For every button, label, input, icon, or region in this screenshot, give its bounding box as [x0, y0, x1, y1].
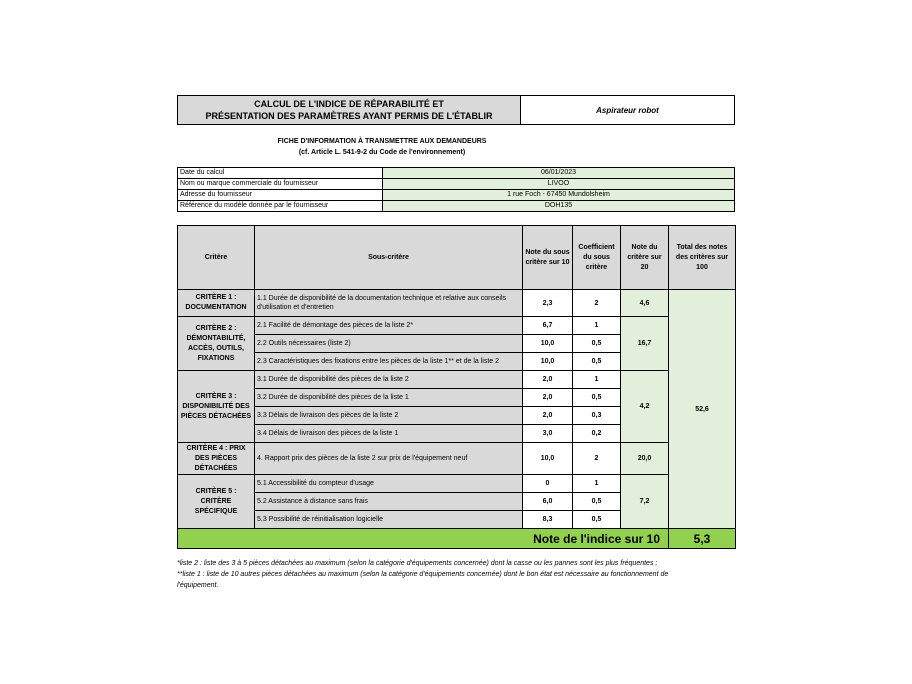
footnote-liste-1-cont: l'équipement.	[177, 582, 219, 589]
subcriterion-note: 0	[523, 475, 573, 493]
table-header-row	[178, 226, 736, 290]
subcriterion-coef: 1	[573, 371, 621, 389]
product-type: Aspirateur robot	[521, 95, 735, 125]
table-row	[178, 317, 736, 335]
subcriterion-coef: 0,5	[573, 493, 621, 511]
table-row	[178, 290, 736, 317]
info-label: Référence du modèle donnée par le fournisseur	[178, 201, 383, 212]
info-value: 06/01/2023	[383, 168, 735, 179]
criterion-1-name: CRITÈRE 1 : DOCUMENTATION	[178, 290, 255, 317]
subcriterion-coef: 1	[573, 317, 621, 335]
subcriterion-label: 5.1 Accessibilité du compteur d'usage	[255, 475, 523, 493]
subcriterion-coef: 2	[573, 443, 621, 475]
subcriterion-note: 6,0	[523, 493, 573, 511]
subcriterion-coef: 0,5	[573, 389, 621, 407]
title-line-1: CALCUL DE L'INDICE DE RÉPARABILITÉ ET	[254, 99, 444, 109]
subcriterion-coef: 0,5	[573, 335, 621, 353]
subcriterion-label: 3.3 Délais de livraison des pièces de la liste 2	[255, 407, 523, 425]
subcriterion-label: 1.1 Durée de disponibilité de la documentation technique et relative aux conseils d'utilisation et d'entretien	[255, 290, 523, 317]
supplier-info-table	[177, 167, 735, 212]
subcriterion-label: 2.3 Caractéristiques des fixations entre les pièces de la liste 1** et de la liste 2	[255, 353, 523, 371]
subcriterion-note: 2,0	[523, 407, 573, 425]
info-label: Nom ou marque commerciale du fournisseur	[178, 179, 383, 190]
criterion-2-score: 16,7	[621, 317, 669, 371]
subcriterion-label: 3.2 Durée de disponibilité des pièces de la liste 1	[255, 389, 523, 407]
subcriterion-label: 4. Rapport prix des pièces de la liste 2 sur prix de l'équipement neuf	[255, 443, 523, 475]
final-score-value: 5,3	[669, 529, 736, 549]
subcriterion-label: 3.4 Délais de livraison des pièces de la liste 1	[255, 425, 523, 443]
col-header-total: Total des notes des critères sur 100	[669, 226, 736, 290]
subcriterion-label: 3.1 Durée de disponibilité des pièces de la liste 2	[255, 371, 523, 389]
final-score-label: Note de l'indice sur 10	[178, 529, 669, 549]
fiche-line-2: (cf. Article L. 541-9-2 du Code de l'environnement)	[298, 149, 466, 156]
subcriterion-label: 5.2 Assistance à distance sans frais	[255, 493, 523, 511]
subcriterion-note: 8,3	[523, 511, 573, 529]
col-header-critere: Critère	[178, 226, 255, 290]
info-value: LIVOO	[383, 179, 735, 190]
criterion-4-name: CRITÈRE 4 : PRIX DES PIÈCES DÉTACHÉES	[178, 443, 255, 475]
criterion-5-score: 7,2	[621, 475, 669, 529]
subcriterion-label: 2.2 Outils nécessaires (liste 2)	[255, 335, 523, 353]
subcriterion-coef: 0,5	[573, 353, 621, 371]
info-row-brand	[178, 179, 735, 190]
table-row	[178, 475, 736, 493]
subcriterion-coef: 0,2	[573, 425, 621, 443]
subcriterion-note: 2,0	[523, 371, 573, 389]
info-value: 1 rue Foch - 67450 Mundolsheim	[383, 190, 735, 201]
subcriterion-coef: 1	[573, 475, 621, 493]
fiche-line-1: FICHE D'INFORMATION À TRANSMETTRE AUX DEMANDEURS	[277, 138, 487, 145]
info-row-address	[178, 190, 735, 201]
table-row	[178, 371, 736, 389]
criterion-3-score: 4,2	[621, 371, 669, 443]
criterion-5-name: CRITÈRE 5 : CRITÈRE SPÉCIFIQUE	[178, 475, 255, 529]
footnotes	[177, 558, 737, 591]
subcriterion-note: 2,0	[523, 389, 573, 407]
footnote-liste-2: *liste 2 : liste des 3 à 5 pièces détachées au maximum (selon la catégorie d'équipements concernée) dont la casse ou les pannes sont les plus fréquentes ;	[177, 560, 658, 567]
subcriterion-coef: 0,5	[573, 511, 621, 529]
subcriterion-label: 5.3 Possibilité de réinitialisation logicielle	[255, 511, 523, 529]
total-score: 52,6	[669, 290, 736, 529]
info-label: Date du calcul	[178, 168, 383, 179]
info-row-date	[178, 168, 735, 179]
info-label: Adresse du fournisseur	[178, 190, 383, 201]
document-title	[177, 95, 521, 125]
subcriterion-note: 3,0	[523, 425, 573, 443]
col-header-note-critere: Note du critère sur 20	[621, 226, 669, 290]
info-row-reference	[178, 201, 735, 212]
subcriterion-note: 10,0	[523, 335, 573, 353]
criterion-4-score: 20,0	[621, 443, 669, 475]
subcriterion-note: 6,7	[523, 317, 573, 335]
repairability-table	[177, 225, 736, 549]
subcriterion-note: 2,3	[523, 290, 573, 317]
criterion-2-name: CRITÈRE 2 : DÉMONTABILITÉ, ACCÈS, OUTILS, FIXATIONS	[178, 317, 255, 371]
subcriterion-note: 10,0	[523, 353, 573, 371]
subcriterion-note: 10,0	[523, 443, 573, 475]
col-header-note-sous: Note du sous critère sur 10	[523, 226, 573, 290]
footnote-liste-1: **liste 1 : liste de 10 autres pièces détachées au maximum (selon la catégorie d'équipements concernée) dont le bon état est nécessaire au fonctionnement de	[177, 571, 669, 578]
subcriterion-coef: 2	[573, 290, 621, 317]
criterion-3-name: CRITÈRE 3 : DISPONIBILITÉ DES PIÈCES DÉTACHÉES	[178, 371, 255, 443]
fiche-heading	[177, 136, 587, 158]
title-line-2: PRÉSENTATION DES PARAMÈTRES AYANT PERMIS DE L'ÉTABLIR	[205, 111, 493, 121]
col-header-sous-critere: Sous-critère	[255, 226, 523, 290]
col-header-coefficient: Coefficient du sous critère	[573, 226, 621, 290]
subcriterion-label: 2.1 Facilité de démontage des pièces de la liste 2*	[255, 317, 523, 335]
criterion-1-score: 4,6	[621, 290, 669, 317]
table-row	[178, 443, 736, 475]
subcriterion-coef: 0,3	[573, 407, 621, 425]
final-score-row	[178, 529, 736, 549]
info-value: DOH135	[383, 201, 735, 212]
